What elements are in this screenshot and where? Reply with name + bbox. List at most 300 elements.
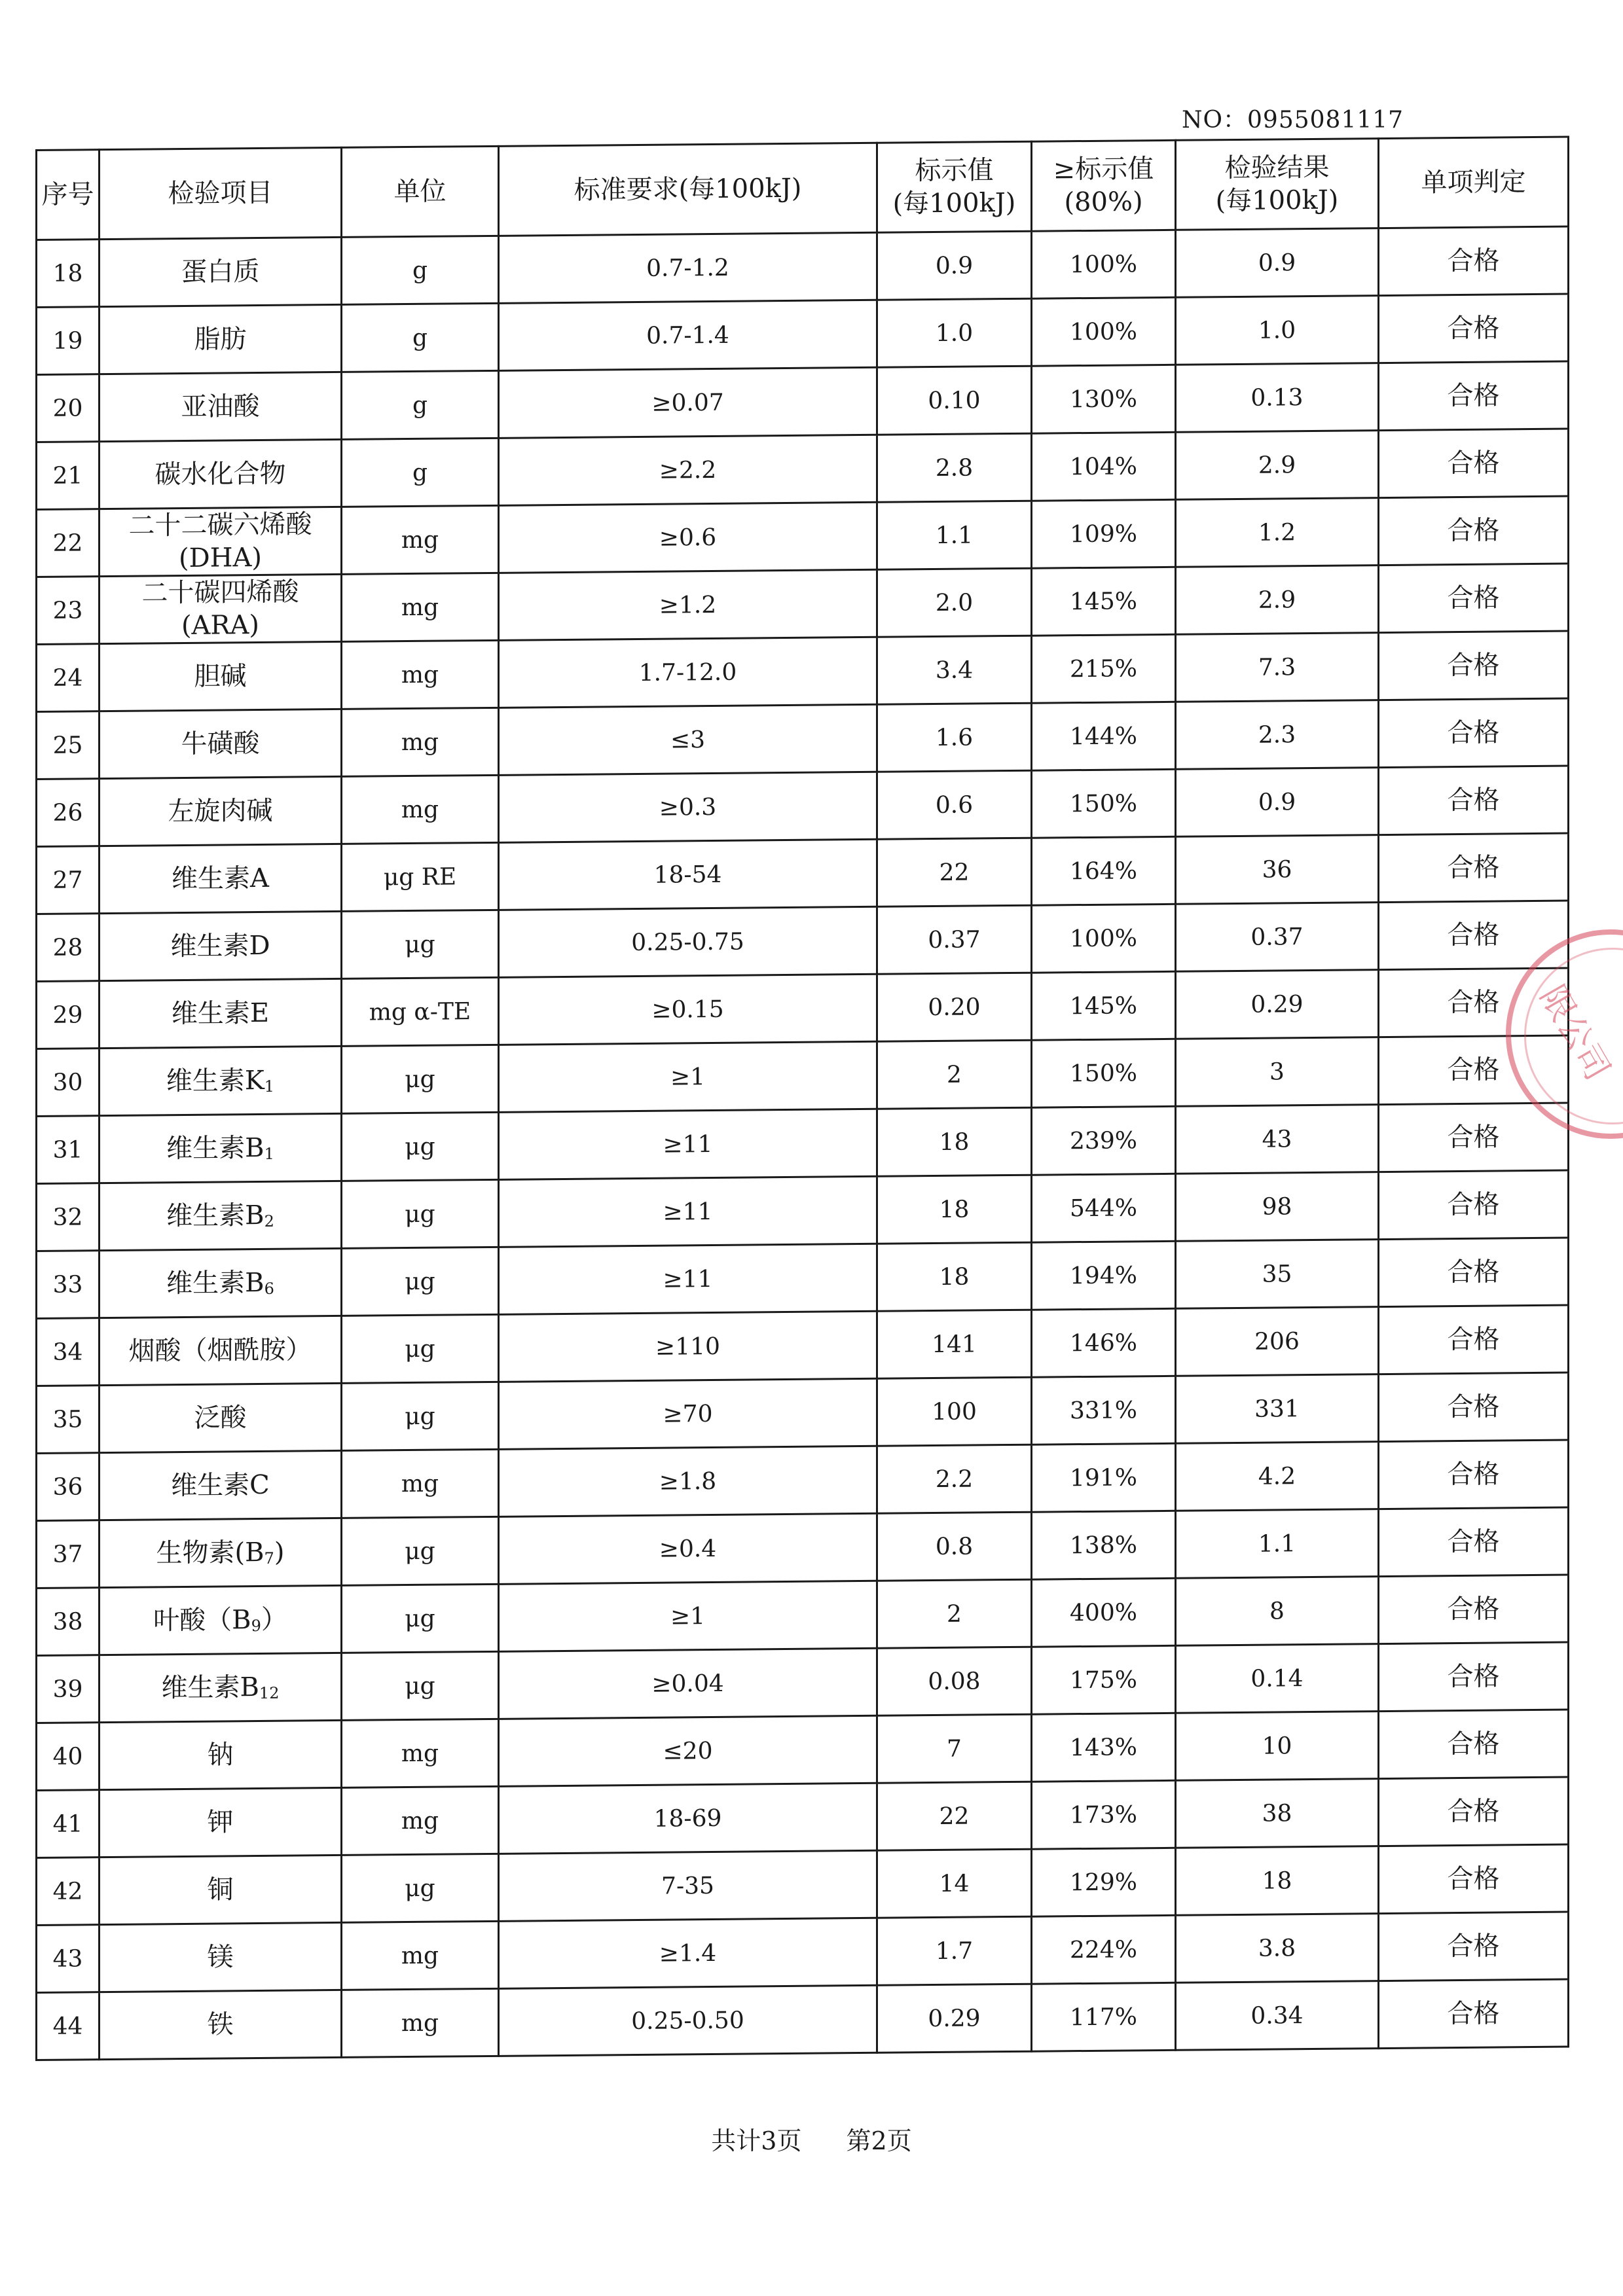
item-name: 钠: [207, 1740, 234, 1770]
row-item: [100, 1720, 342, 1789]
row-standard: ≥11: [499, 1176, 877, 1247]
row-percent: 224%: [1032, 1915, 1176, 1984]
row-result: 331: [1176, 1374, 1379, 1444]
col-header-text: 标示值 (每100kJ): [892, 155, 1016, 219]
row-judgement: 合格: [1379, 1507, 1569, 1577]
row-item: [100, 641, 342, 711]
col-header-unit: [342, 146, 499, 237]
row-item: [100, 1383, 342, 1452]
row-label-value: 18: [877, 1175, 1032, 1244]
row-item: [100, 1181, 342, 1250]
row-standard: 18-69: [499, 1783, 877, 1854]
row-percent: 175%: [1032, 1645, 1176, 1714]
row-unit: μg: [342, 1179, 499, 1248]
row-item: [100, 1248, 342, 1318]
row-item: [100, 776, 342, 846]
row-label-value: 1.0: [877, 298, 1032, 367]
table-body: [37, 226, 1569, 2060]
item-name: 维生素B: [161, 1672, 259, 1704]
row-no: 29: [37, 981, 100, 1049]
row-result: 3.8: [1176, 1914, 1379, 1983]
row-unit: mg: [342, 1988, 499, 2057]
row-percent: 150%: [1032, 1039, 1176, 1107]
item-suffix: ): [274, 1537, 285, 1568]
row-standard: ≥0.6: [499, 502, 877, 573]
row-judgement: 合格: [1379, 1844, 1569, 1914]
row-standard: ≥1.2: [499, 569, 877, 640]
table-row: [37, 833, 1569, 914]
row-item: [100, 1990, 342, 2059]
table-row: [37, 1372, 1569, 1453]
row-unit: μg RE: [342, 842, 499, 911]
item-name: 维生素D: [170, 930, 270, 962]
table-row: [37, 1507, 1569, 1588]
row-label-value: 14: [877, 1849, 1032, 1918]
row-standard: ≥11: [499, 1244, 877, 1314]
row-unit: mg: [342, 775, 499, 844]
row-item: [100, 574, 342, 643]
table-row: [37, 1103, 1569, 1183]
item-subscript: 9: [251, 1616, 261, 1636]
inspection-results-table: [35, 136, 1569, 2061]
col-header-no: [37, 150, 100, 240]
item-subscript: 2: [264, 1211, 274, 1230]
row-result: 0.29: [1176, 970, 1379, 1039]
row-item: [100, 1787, 342, 1857]
row-unit: μg: [342, 1247, 499, 1316]
row-percent: 145%: [1032, 567, 1176, 636]
row-judgement: 合格: [1379, 496, 1569, 565]
row-label-value: 18: [877, 1242, 1032, 1311]
item-name: 叶酸（B: [153, 1605, 251, 1636]
row-label-value: 2.8: [877, 433, 1032, 502]
col-header-text: 检验结果 (每100kJ): [1215, 152, 1339, 217]
table-row: [37, 1035, 1569, 1116]
item-name: 碳水化合物: [155, 458, 286, 490]
row-no: 39: [37, 1655, 100, 1723]
row-no: 34: [37, 1318, 100, 1386]
seal-text: 限公司: [1532, 978, 1618, 1087]
row-standard: ≤20: [499, 1715, 877, 1786]
row-judgement: 合格: [1379, 429, 1569, 498]
row-standard: ≥1: [499, 1581, 877, 1651]
row-standard: ≥0.04: [499, 1648, 877, 1719]
row-item: [100, 1922, 342, 1992]
row-judgement: 合格: [1379, 1912, 1569, 1981]
total-pages: 共计3页: [711, 2126, 802, 2155]
row-no: 23: [37, 577, 100, 645]
row-result: 10: [1176, 1712, 1379, 1781]
row-judgement: 合格: [1379, 968, 1569, 1037]
row-result: 0.13: [1176, 363, 1379, 433]
row-standard: ≥70: [499, 1378, 877, 1449]
row-standard: 0.7-1.2: [499, 232, 877, 303]
table-row: [37, 1575, 1569, 1655]
row-label-value: 0.6: [877, 770, 1032, 839]
row-result: 2.9: [1176, 431, 1379, 500]
item-name: 牛磺酸: [181, 728, 260, 760]
row-percent: 146%: [1032, 1308, 1176, 1377]
row-item: [100, 1113, 342, 1183]
row-no: 19: [37, 307, 100, 375]
table-row: [37, 429, 1569, 509]
item-name: 亚油酸: [181, 391, 260, 423]
row-standard: 1.7-12.0: [499, 637, 877, 708]
item-subscript: 1: [264, 1077, 275, 1096]
item-name: 钾: [207, 1807, 234, 1838]
table-row: [37, 1642, 1569, 1723]
row-standard: ≥11: [499, 1109, 877, 1179]
row-no: 18: [37, 240, 100, 308]
item-name: 镁: [207, 1942, 234, 1973]
table-row: [37, 1710, 1569, 1790]
item-name: 维生素E: [171, 997, 270, 1030]
table-row: [37, 1170, 1569, 1251]
table-row: [37, 1305, 1569, 1386]
row-percent: 173%: [1032, 1780, 1176, 1849]
row-unit: g: [342, 236, 499, 304]
row-result: 0.14: [1176, 1644, 1379, 1713]
table-row: [37, 1440, 1569, 1520]
row-unit: μg: [342, 1112, 499, 1181]
row-judgement: 合格: [1379, 1170, 1569, 1240]
row-no: 42: [37, 1857, 100, 1926]
row-judgement: 合格: [1379, 1305, 1569, 1374]
item-name: 烟酸（烟酰胺）: [128, 1335, 312, 1367]
row-judgement: 合格: [1379, 698, 1569, 768]
row-unit: μg: [342, 1516, 499, 1585]
row-result: 7.3: [1176, 633, 1379, 702]
col-header-item: [100, 147, 342, 239]
row-unit: mg: [342, 640, 499, 709]
col-header-text: 单位: [393, 176, 447, 207]
row-result: 8: [1176, 1577, 1379, 1646]
row-no: 20: [37, 374, 100, 442]
row-item: [100, 1585, 342, 1655]
row-result: 3: [1176, 1037, 1379, 1107]
item-name: 生物素(B: [156, 1537, 264, 1569]
table-row: [37, 361, 1569, 442]
row-label-value: 0.29: [877, 1984, 1032, 2053]
row-item: [100, 1046, 342, 1115]
row-standard: 0.25-0.50: [499, 1985, 877, 2056]
report-number: NO：0955081117: [1182, 107, 1404, 134]
row-standard: 7-35: [499, 1850, 877, 1921]
row-unit: mg: [342, 573, 499, 641]
row-no: 43: [37, 1925, 100, 1993]
table-row: [37, 1979, 1569, 2060]
row-percent: 215%: [1032, 634, 1176, 703]
col-header-text: 检验项目: [168, 177, 273, 209]
row-item: [100, 1316, 342, 1385]
item-name: 二十碳四烯酸(ARA): [141, 577, 299, 641]
row-no: 30: [37, 1049, 100, 1117]
row-no: 22: [37, 509, 100, 577]
item-name: 维生素B: [166, 1200, 264, 1232]
col-header-text: 单项判定: [1421, 167, 1526, 198]
row-percent: 117%: [1032, 1982, 1176, 2051]
col-header-standard: [499, 143, 877, 236]
row-item: [100, 507, 342, 576]
col-header-text: 标准要求(每100kJ): [574, 173, 802, 206]
row-label-value: 100: [877, 1377, 1032, 1446]
row-judgement: 合格: [1379, 1103, 1569, 1172]
row-unit: μg: [342, 910, 499, 978]
row-standard: ≥2.2: [499, 435, 877, 505]
row-judgement: 合格: [1379, 1372, 1569, 1442]
table-row: [37, 698, 1569, 779]
row-label-value: 1.6: [877, 703, 1032, 772]
row-percent: 100%: [1032, 297, 1176, 366]
row-item: [100, 1855, 342, 1924]
row-unit: mg: [342, 1786, 499, 1855]
col-header-percent: [1032, 140, 1176, 231]
row-unit: μg: [342, 1854, 499, 1922]
row-label-value: 0.08: [877, 1647, 1032, 1715]
row-result: 1.0: [1176, 296, 1379, 365]
row-item: [100, 1450, 342, 1520]
row-result: 0.37: [1176, 903, 1379, 972]
row-no: 40: [37, 1723, 100, 1791]
item-name: 维生素B: [166, 1267, 264, 1299]
item-name: 维生素A: [172, 863, 269, 895]
row-judgement: 合格: [1379, 564, 1569, 633]
row-result: 0.34: [1176, 1981, 1379, 2051]
row-result: 18: [1176, 1846, 1379, 1916]
item-name: 铁: [207, 2009, 234, 2040]
row-percent: 138%: [1032, 1511, 1176, 1579]
item-subscript: 1: [264, 1144, 274, 1163]
table-row: [37, 226, 1569, 307]
row-result: 2.3: [1176, 700, 1379, 770]
row-judgement: 合格: [1379, 1035, 1569, 1105]
row-result: 4.2: [1176, 1442, 1379, 1511]
item-name: 泛酸: [194, 1403, 247, 1433]
row-judgement: 合格: [1379, 1979, 1569, 2049]
row-label-value: 0.9: [877, 231, 1032, 300]
row-label-value: 2: [877, 1040, 1032, 1109]
row-label-value: 7: [877, 1714, 1032, 1783]
row-judgement: 合格: [1379, 901, 1569, 970]
table-row: [37, 1844, 1569, 1925]
row-standard: 0.25-0.75: [499, 906, 877, 977]
table-row: [37, 496, 1569, 577]
row-result: 0.9: [1176, 228, 1379, 298]
row-result: 36: [1176, 835, 1379, 905]
row-result: 0.9: [1176, 768, 1379, 837]
row-judgement: 合格: [1379, 361, 1569, 431]
row-standard: ≥1.8: [499, 1446, 877, 1516]
row-label-value: 3.4: [877, 636, 1032, 704]
row-result: 98: [1176, 1172, 1379, 1242]
row-unit: mg α-TE: [342, 977, 499, 1046]
item-subscript: 12: [259, 1683, 280, 1703]
row-percent: 400%: [1032, 1578, 1176, 1647]
table-row: [37, 1777, 1569, 1857]
row-percent: 331%: [1032, 1376, 1176, 1444]
row-item: [100, 372, 342, 441]
row-item: [100, 1653, 342, 1722]
row-percent: 129%: [1032, 1848, 1176, 1916]
row-judgement: 合格: [1379, 833, 1569, 903]
row-result: 1.2: [1176, 498, 1379, 567]
row-no: 32: [37, 1183, 100, 1251]
row-item: [100, 911, 342, 980]
row-standard: ≥1.4: [499, 1918, 877, 1988]
row-no: 35: [37, 1386, 100, 1454]
row-unit: μg: [342, 1045, 499, 1113]
table-row: [37, 564, 1569, 644]
row-percent: 150%: [1032, 769, 1176, 838]
row-judgement: 合格: [1379, 1440, 1569, 1509]
row-no: 31: [37, 1116, 100, 1184]
item-name: 左旋肉碱: [168, 795, 273, 827]
row-percent: 100%: [1032, 904, 1176, 973]
row-judgement: 合格: [1379, 1642, 1569, 1712]
page-footer: [0, 2121, 1623, 2157]
row-judgement: 合格: [1379, 1710, 1569, 1779]
row-percent: 544%: [1032, 1174, 1176, 1242]
row-unit: μg: [342, 1382, 499, 1450]
item-subscript: 7: [264, 1549, 274, 1568]
table-row: [37, 294, 1569, 374]
table-row: [37, 766, 1569, 846]
row-result: 1.1: [1176, 1509, 1379, 1579]
table-row: [37, 631, 1569, 711]
row-standard: ≤3: [499, 704, 877, 775]
row-standard: ≥0.07: [499, 367, 877, 438]
col-header-result: [1176, 139, 1379, 230]
row-percent: 144%: [1032, 702, 1176, 770]
row-no: 26: [37, 779, 100, 847]
table-row: [37, 968, 1569, 1049]
row-no: 37: [37, 1520, 100, 1588]
row-unit: μg: [342, 1584, 499, 1653]
row-item: [100, 439, 342, 509]
row-unit: g: [342, 303, 499, 372]
row-percent: 100%: [1032, 230, 1176, 298]
col-header-text: ≥标示值 (80%): [1053, 154, 1154, 218]
item-name: 维生素C: [171, 1469, 270, 1501]
table-row: [37, 901, 1569, 981]
item-name: 脂肪: [194, 324, 247, 355]
row-item: [100, 237, 342, 306]
row-label-value: 2.2: [877, 1444, 1032, 1513]
row-label-value: 0.37: [877, 905, 1032, 974]
row-percent: 143%: [1032, 1713, 1176, 1782]
inspection-table-wrapper: [35, 136, 1567, 2061]
row-percent: 109%: [1032, 499, 1176, 568]
row-judgement: 合格: [1379, 1575, 1569, 1644]
table-header-row: [37, 137, 1569, 240]
col-header-judgement: [1379, 137, 1569, 228]
current-page: 第2页: [846, 2126, 912, 2155]
table-row: [37, 1238, 1569, 1318]
row-result: 206: [1176, 1307, 1379, 1376]
row-result: 38: [1176, 1779, 1379, 1848]
row-percent: 194%: [1032, 1241, 1176, 1310]
row-item: [100, 844, 342, 913]
row-unit: μg: [342, 1314, 499, 1383]
row-judgement: 合格: [1379, 766, 1569, 835]
row-percent: 239%: [1032, 1106, 1176, 1175]
row-no: 41: [37, 1790, 100, 1858]
row-unit: g: [342, 370, 499, 439]
row-percent: 130%: [1032, 365, 1176, 433]
table-row: [37, 1912, 1569, 1992]
row-judgement: 合格: [1379, 1238, 1569, 1307]
row-result: 43: [1176, 1105, 1379, 1174]
row-item: [100, 978, 342, 1048]
row-no: 33: [37, 1251, 100, 1319]
item-name: 蛋白质: [181, 257, 260, 288]
col-header-text: 序号: [41, 179, 94, 210]
row-label-value: 18: [877, 1107, 1032, 1176]
row-label-value: 2: [877, 1579, 1032, 1648]
row-item: [100, 304, 342, 374]
item-suffix: ）: [261, 1604, 287, 1635]
row-result: 35: [1176, 1240, 1379, 1309]
row-item: [100, 709, 342, 778]
item-name: 胆碱: [194, 661, 247, 692]
row-no: 21: [37, 442, 100, 510]
row-no: 38: [37, 1588, 100, 1656]
row-standard: 18-54: [499, 839, 877, 910]
row-no: 36: [37, 1453, 100, 1521]
row-unit: mg: [342, 505, 499, 574]
row-judgement: 合格: [1379, 1777, 1569, 1846]
row-label-value: 22: [877, 838, 1032, 906]
row-standard: ≥0.4: [499, 1513, 877, 1584]
row-label-value: 0.20: [877, 973, 1032, 1041]
row-no: 28: [37, 914, 100, 982]
row-standard: ≥0.15: [499, 974, 877, 1045]
row-label-value: 0.10: [877, 366, 1032, 435]
row-unit: mg: [342, 1719, 499, 1787]
col-header-label-value: [877, 141, 1032, 232]
row-label-value: 2.0: [877, 568, 1032, 637]
row-unit: mg: [342, 1921, 499, 1990]
row-unit: g: [342, 438, 499, 507]
row-percent: 104%: [1032, 432, 1176, 501]
row-no: 44: [37, 1992, 100, 2060]
row-no: 25: [37, 711, 100, 780]
row-judgement: 合格: [1379, 226, 1569, 296]
row-percent: 164%: [1032, 836, 1176, 905]
item-name: 维生素B: [166, 1132, 264, 1164]
row-percent: 191%: [1032, 1443, 1176, 1512]
row-item: [100, 1518, 342, 1587]
row-label-value: 1.7: [877, 1916, 1032, 1985]
row-label-value: 141: [877, 1310, 1032, 1378]
row-unit: mg: [342, 708, 499, 776]
row-judgement: 合格: [1379, 294, 1569, 363]
row-no: 27: [37, 846, 100, 914]
item-subscript: 6: [264, 1279, 274, 1298]
row-unit: mg: [342, 1449, 499, 1518]
item-name: 二十二碳六烯酸 (DHA): [128, 509, 312, 574]
item-name: 铜: [207, 1874, 234, 1905]
row-standard: ≥110: [499, 1311, 877, 1382]
row-label-value: 22: [877, 1782, 1032, 1850]
row-unit: μg: [342, 1651, 499, 1720]
row-standard: 0.7-1.4: [499, 300, 877, 370]
item-name: 维生素K: [166, 1065, 264, 1097]
row-standard: ≥0.3: [499, 772, 877, 842]
row-no: 24: [37, 644, 100, 712]
row-label-value: 1.1: [877, 501, 1032, 569]
row-judgement: 合格: [1379, 631, 1569, 700]
